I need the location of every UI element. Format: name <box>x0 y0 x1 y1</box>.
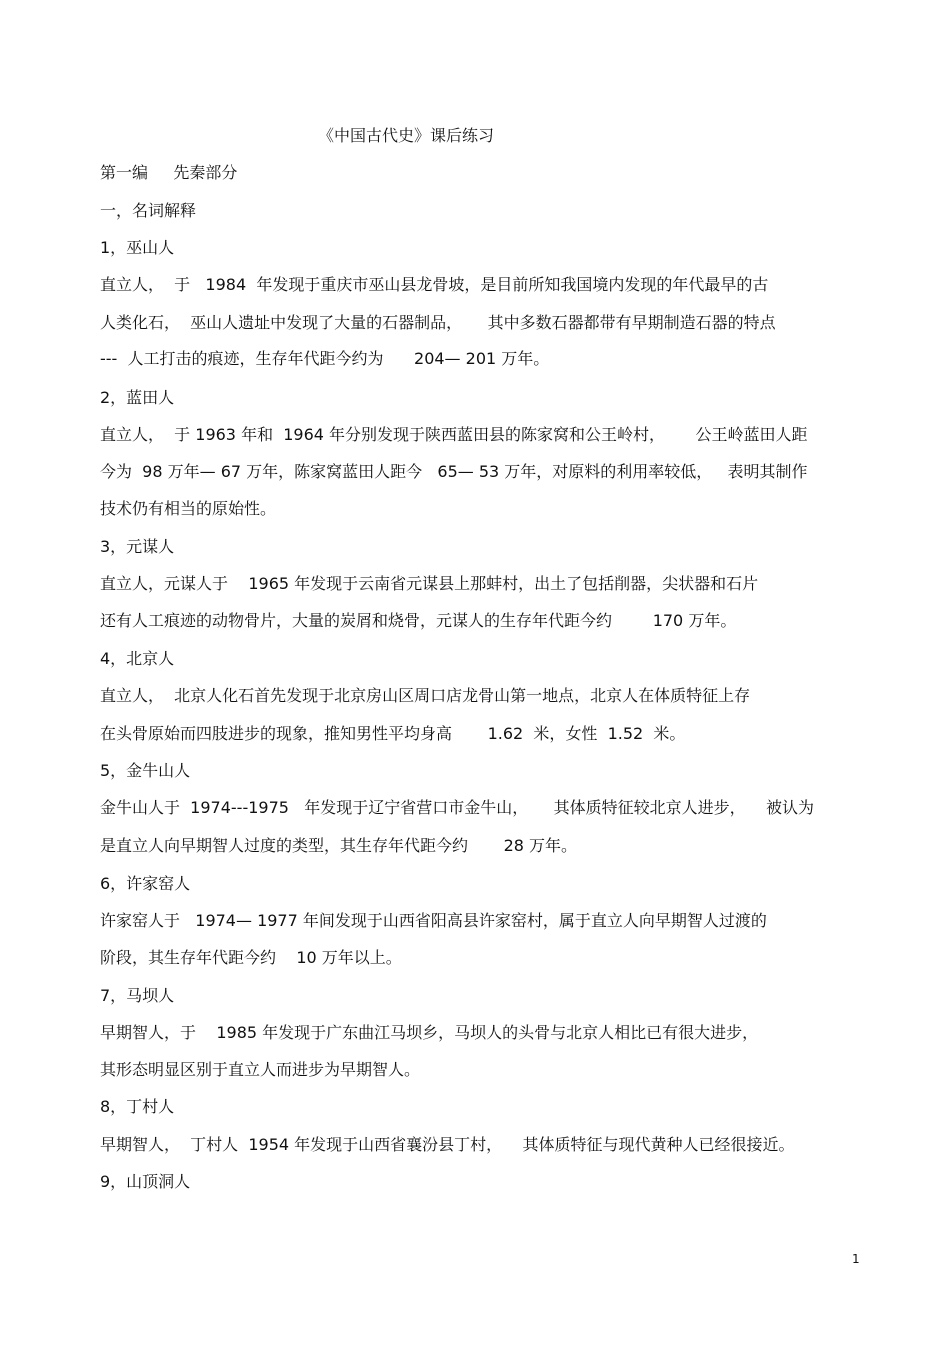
entry-heading: 6，许家窑人 <box>100 874 191 893</box>
page-number: 1 <box>852 1252 860 1266</box>
entry-heading: 5，金牛山人 <box>100 761 191 780</box>
entry-text-line: 是直立人向早期智人过度的类型，其生存年代距今约 28 万年。 <box>100 836 578 855</box>
entry-heading: 7，马坝人 <box>100 986 175 1005</box>
entry-text-line: 直立人， 于 1963 年和 1964 年分别发现于陕西蓝田县的陈家窝和公王岭村， 公王岭蓝田人距 <box>100 425 808 444</box>
entry-text-line: --- 人工打击的痕迹，生存年代距今约为 204— 201 万年。 <box>100 349 550 368</box>
entry-text-line: 技术仍有相当的原始性。 <box>100 499 277 518</box>
entry-text-line: 早期智人，于 1985 年发现于广东曲江马坝乡，马坝人的头骨与北京人相比已有很大进步， <box>100 1023 759 1042</box>
entry-text-line: 早期智人， 丁村人 1954 年发现于山西省襄汾县丁村， 其体质特征与现代黄种人已经很接近。 <box>100 1135 795 1154</box>
section-heading: 一，名词解释 <box>100 201 197 220</box>
entry-heading: 9，山顶洞人 <box>100 1172 191 1191</box>
entry-text-line: 阶段，其生存年代距今约 10 万年以上。 <box>100 948 402 967</box>
entry-heading: 4，北京人 <box>100 649 175 668</box>
part-heading: 第一编 先秦部分 <box>100 163 238 182</box>
entry-text-line: 其形态明显区别于直立人而进步为早期智人。 <box>100 1060 421 1079</box>
entry-text-line: 人类化石， 巫山人遗址中发现了大量的石器制品， 其中多数石器都带有早期制造石器的特点 <box>100 313 776 332</box>
document-title: 《中国古代史》课后练习 <box>318 126 495 145</box>
entry-text-line: 在头骨原始而四肢进步的现象，推知男性平均身高 1.62 米，女性 1.52 米。 <box>100 724 686 743</box>
entry-text-line: 还有人工痕迹的动物骨片，大量的炭屑和烧骨，元谋人的生存年代距今约 170 万年。 <box>100 611 737 630</box>
entry-heading: 2，蓝田人 <box>100 388 175 407</box>
entry-heading: 8，丁村人 <box>100 1097 175 1116</box>
entry-text-line: 今为 98 万年— 67 万年，陈家窝蓝田人距今 65— 53 万年，对原料的利用率较低， 表明其制作 <box>100 462 808 481</box>
entry-text-line: 金牛山人于 1974---1975 年发现于辽宁省营口市金牛山， 其体质特征较北京人进步， 被认为 <box>100 798 814 817</box>
entry-heading: 1，巫山人 <box>100 238 175 257</box>
entry-text-line: 直立人，元谋人于 1965 年发现于云南省元谋县上那蚌村，出土了包括削器，尖状器和石片 <box>100 574 759 593</box>
entry-heading: 3，元谋人 <box>100 537 175 556</box>
entry-text-line: 直立人， 北京人化石首先发现于北京房山区周口店龙骨山第一地点，北京人在体质特征上存 <box>100 686 751 705</box>
entry-text-line: 许家窑人于 1974— 1977 年间发现于山西省阳高县许家窑村，属于直立人向早期智人过渡的 <box>100 911 767 930</box>
entry-text-line: 直立人， 于 1984 年发现于重庆市巫山县龙骨坡，是目前所知我国境内发现的年代最早的古 <box>100 275 769 294</box>
